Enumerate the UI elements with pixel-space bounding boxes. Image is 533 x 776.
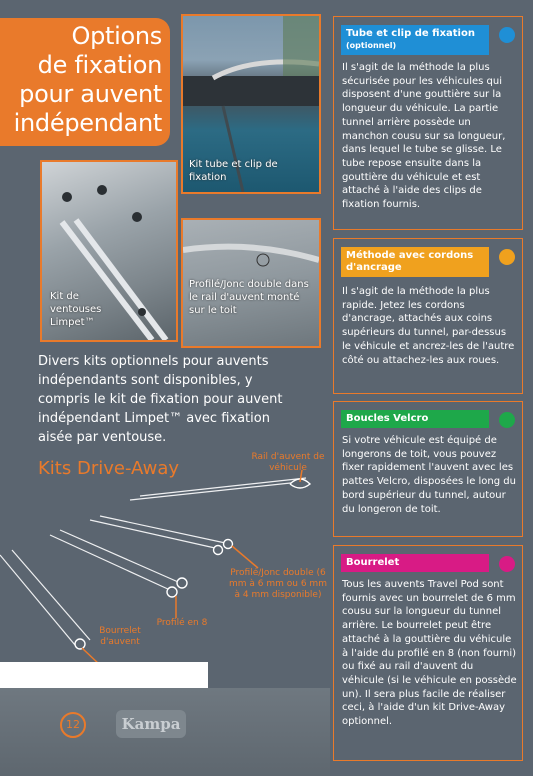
box-header-title: Bourrelet xyxy=(346,557,400,568)
option-box-velcro xyxy=(333,401,523,537)
magenta-dot-icon xyxy=(499,556,515,572)
option-box-tube-clip xyxy=(333,16,523,230)
tube-clip-caption: Kit tube et clip de fixation xyxy=(189,159,278,183)
suction-photo xyxy=(40,160,178,342)
profile-caption: Profilé/Jonc double dans le rail d'auvent monté sur le toit xyxy=(189,279,309,316)
intro-paragraph: Divers kits optionnels pour auvents indépendants sont disponibles, y compris le kit de fixation pour auvent indépendant Limpet™ avec fixation aisée par ventouse. xyxy=(38,354,283,445)
box-header-subtitle: (optionnel) xyxy=(346,41,397,50)
tube-clip-photo xyxy=(181,14,321,194)
box-header-title: Méthode avec cordons d'ancrage xyxy=(346,250,474,273)
box-header xyxy=(341,247,489,277)
label-bourrelet: Bourrelet d'auvent xyxy=(99,626,141,647)
option-box-bourrelet xyxy=(333,545,523,761)
box-body: Si votre véhicule est équipé de longerons de toit, vous pouvez fixer rapidement l'auvent avec les pattes Velcro, disposées le long du bord supérieur du tunnel, autour du longeron de toit. xyxy=(342,435,516,515)
page-title xyxy=(0,22,162,138)
box-body: Il s'agit de la méthode la plus sécurisée pour les véhicules qui disposent d'une gouttière sur la longueur du véhicule. La partie tunnel arrière possède un manchon cousu sur sa longueur, dans lequel le tube se glisse. Le tube repose ensuite dans la gouttière du véhicule et est attaché à l'aide des clips de fixation fournis. xyxy=(342,62,506,211)
title-line: indépendant xyxy=(13,109,162,137)
green-dot-icon xyxy=(499,412,515,428)
suction-caption: Kit de ventouses Limpet™ xyxy=(50,291,102,328)
footer-strip xyxy=(0,662,208,688)
box-header-title: Tube et clip de fixation xyxy=(346,28,475,39)
kampa-logo: Kampa xyxy=(116,710,186,738)
page-number: 12 xyxy=(60,712,86,738)
drive-away-title: Kits Drive-Away xyxy=(38,458,180,479)
title-line: Options xyxy=(71,22,162,50)
label-rail: Rail d'auvent de véhicule xyxy=(251,452,325,473)
profile-photo xyxy=(181,218,321,348)
orange-dot-icon xyxy=(499,249,515,265)
label-double-profile: Profilé/Jonc double (6 mm à 6 mm ou 6 mm à 4 mm disponible) xyxy=(229,568,327,600)
option-box-anchor-cords xyxy=(333,238,523,394)
label-eight-profile: Profilé en 8 xyxy=(156,618,208,628)
title-line: pour auvent xyxy=(19,80,162,108)
box-body: Tous les auvents Travel Pod sont fournis avec un bourrelet de 6 mm cousu sur la longueur du tunnel arrière. Le bourrelet peut être attaché à la gouttière du véhicule à l'aide du profilé en 8 (non fourni) ou fixé au rail d'auvent du véhicule (si le véhicule en possède un). Il sera plus facile de réaliser ceci, à l'aide d'un kit Drive-Away optionnel. xyxy=(342,579,517,728)
box-header xyxy=(341,554,489,572)
blue-dot-icon xyxy=(499,27,515,43)
box-header-title: Boucles Velcro xyxy=(346,413,429,424)
title-line: de fixation xyxy=(37,51,162,79)
box-body: Il s'agit de la méthode la plus rapide. Jetez les cordons d'ancrage, attachés aux coins supérieurs du tunnel, par-dessus le véhicule et ancrez-les de l'autre côté ou attachez-les aux roues. xyxy=(342,286,515,366)
box-header xyxy=(341,410,489,428)
box-header xyxy=(341,25,489,55)
